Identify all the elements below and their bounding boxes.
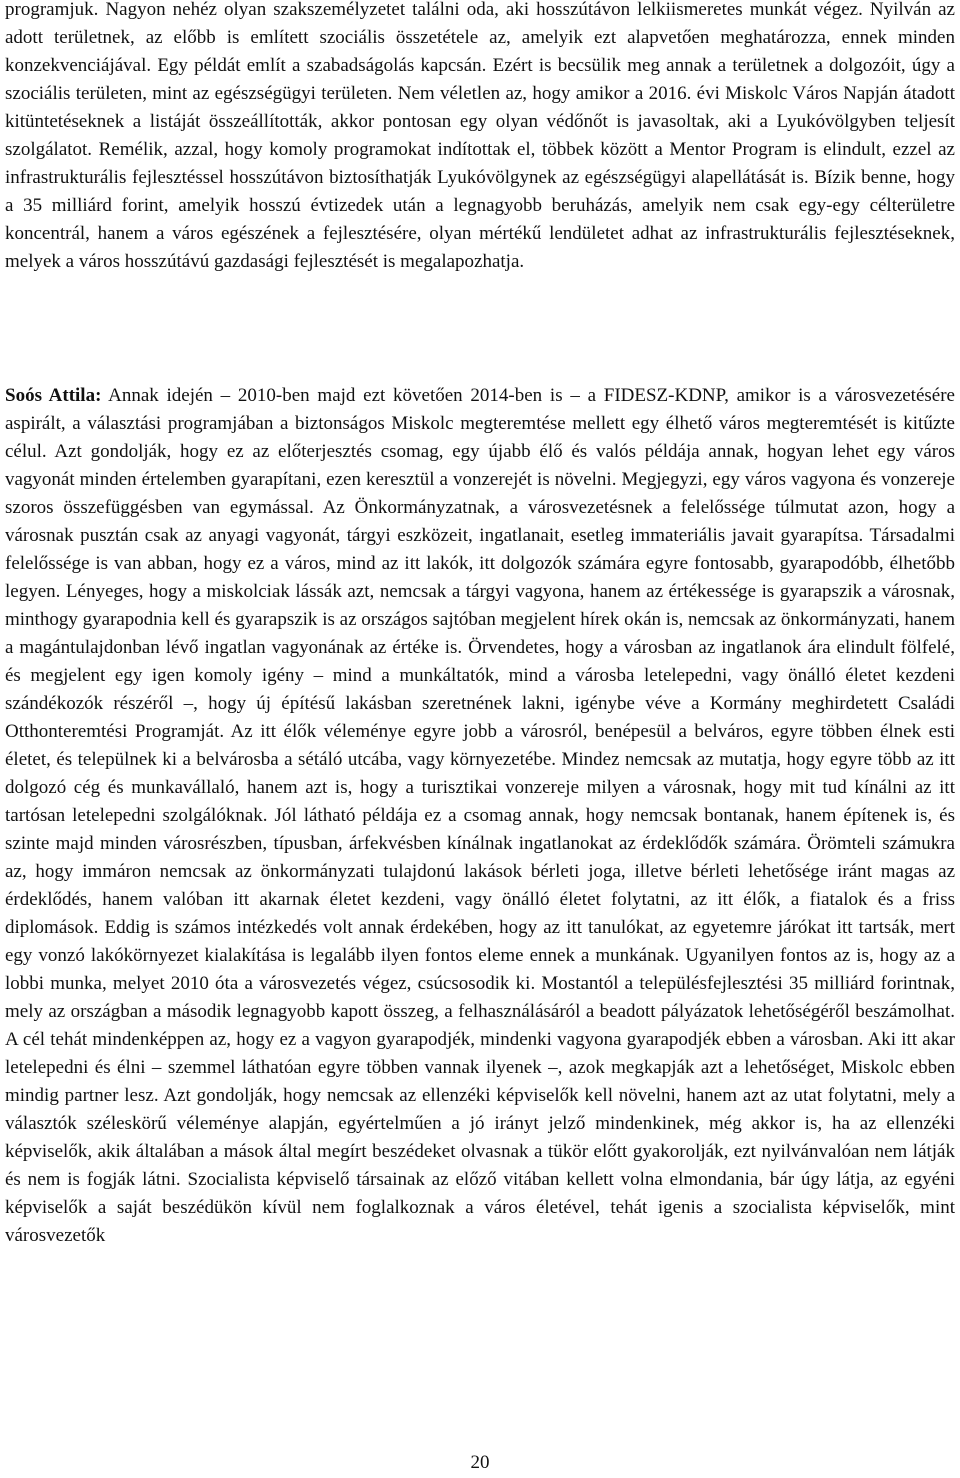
page-number: 20: [470, 1452, 490, 1473]
speaker-name: Soós Attila:: [5, 385, 102, 406]
paragraph-body-2: [5, 382, 955, 1250]
paragraph-body-1: programjuk. Nagyon nehéz olyan szakszemélyzetet találni oda, aki hosszútávon lelkiismeretes munkát végez. Nyilván az adott területnek, az előbb is említett szociális összetétele az, amelyik ezt alapvetően meghatározza, ennek minden konzekvenciájával. Egy példát említ a szabadságolás kapcsán. Ezért is becsülik meg annak a területnek a dolgozóit, úgy a szociális területen, mint az egészségügyi területen. Nem véletlen az, hogy amikor a 2016. évi Miskolc Város Napján átadott kitüntetéseknek a listáját összeállították, akkor pontosan egy olyan védőnőt is javasoltak, aki a Lyukóvölgyben teljesít szolgálatot. Remélik, azzal, hogy komoly programokat indítottak el, többek között a Mentor Program is elindult, ezzel az infrastrukturális fejlesztéssel hosszútávon biztosíthatják Lyukóvölgynek az egészségügyi alapellátását is. Bízik benne, hogy a 35 milliárd forint, amelyik hosszú évtizedek után a legnagyobb beruházás, amelyik nem csak egy-egy célterületre koncentrál, hanem a város egészének a fejlesztésére, olyan mértékű lendületet adhat az infrastrukturális fejlesztéseknek, melyek a város hosszútávú gazdasági fejlesztését is megalapozhatja.: [5, 0, 955, 272]
speaker-statement: Annak idején – 2010-ben majd ezt követően 2014-ben is – a FIDESZ-KDNP, amikor is a városvezetésére aspirált, a választási programjában a biztonságos Miskolc megteremtése mellett egy élhető város megteremtését is kitűzte célul. Azt gondolják, hogy ez az előterjesztés csomag, egy újabb élő és valós példája annak, hogyan lehet egy város vagyonát minden értelemben gyarapítani, ezen keresztül a vonzerejét is növelni. Megjegyzi, egy város vagyona és vonzereje szoros összefüggésben van egymással. Az Önkormányzatnak, a városvezetésnek a felelőssége túlmutat azon, hogy a városnak pusztán csak az anyagi vagyonát, tárgyi eszközeit, ingatlanait, esetleg immateriális javait gyarapítsa. Társadalmi felelőssége is van abban, hogy ez a város, mind az itt lakók, itt dolgozók számára egyre fontosabb, gyarapodóbb, élhetőbb legyen. Lényeges, hogy a miskolciak lássák azt, nemcsak a tárgyi vagyona, hanem az értékessége is gyarapszik a városnak, minthogy gyarapodnia kell és gyarapszik is az országos sajtóban megjelent hírek okán is, nemcsak az önkormányzati, hanem a magántulajdonban lévő ingatlan vagyonának az értéke is. Örvendetes, hogy a városban az ingatlanok ára elindult fölfelé, és megjelent egy igen komoly igény – mind a munkáltatók, mind a városba letelepedni, vagy önálló életet kezdeni szándékozók részéről –, hogy új építésű lakásban szeretnének lakni, igénybe véve a Kormány meghirdetett Családi Otthonteremtési Programját. Az itt élők véleménye egyre jobb a városról, benépesül a belváros, egyre többen élnek esti életet, és települnek ki a belvárosba a sétáló utcába, vagy környezetébe. Mindez nemcsak az mutatja, hogy egyre több az itt dolgozó cég és munkavállaló, hanem azt is, hogy a turisztikai vonzereje milyen a városnak, hogy mit tud kínálni az itt tartósan letelepedni szolgálóknak. Jól látható példája ez a csomag annak, hogy nemcsak bontanak, hanem építenek is, és szinte majd minden városrészben, típusban, árfekvésben kínálnak ingatlanokat az érdeklődők számára. Örömteli számukra az, hogy immáron nemcsak az önkormányzati tulajdonú lakások bérleti joga, illetve bérleti lehetősége iránt magas az érdeklődés, hanem valóban itt akarnak életet kezdeni, vagy önálló életet folytatni, az itt élők, a fiatalok és a friss diplomások. Eddig is számos intézkedés volt annak érdekében, hogy az itt tanulókat, az egyetemre járókat itt tartsák, mert egy vonzó lakókörnyezet kialakítása is legalább ilyen fontos eleme ennek a munkának. Ugyanilyen fontos az is, hogy az a lobbi munka, melyet 2010 óta a városvezetés végez, csúcsosodik ki. Mostantól a településfejlesztési 35 milliárd forintnak, mely az országban a második legnagyobb kapott összeg, a felhasználásáról a beadott pályázatok lehetőségéről beszámolhat. A cél tehát mindenképpen az, hogy ez a vagyon gyarapodjék, mindenki vagyona gyarapodjék ebben a városban. Aki itt akar letelepedni és élni – szemmel láthatóan egyre többen vannak ilyenek –, azok megkapják azt a lehetőséget, Miskolc ebben mindig partner lesz. Azt gondolják, hogy nemcsak az ellenzéki képviselők kell növelni, hanem azt az utat folytatni, mely a választók széleskörű véleménye alapján, egyértelműen a jó irányt jelző mindenkinek, még akkor is, ha az ellenzéki képviselők, akik általában a mások által megírt beszédeket olvasnak a tükör előtt gyakorolják, ezt nyilvánvalóan nem látják és nem is fogják látni. Szocialista képviselő társainak az előző vitában kellett volna elmondania, bár úgy látja, az egyéni képviselők a saját beszédükön kívül nem foglalkoznak a város életével, tehát igenis a szocialista képviselők, mint városvezetők: [5, 385, 955, 1246]
